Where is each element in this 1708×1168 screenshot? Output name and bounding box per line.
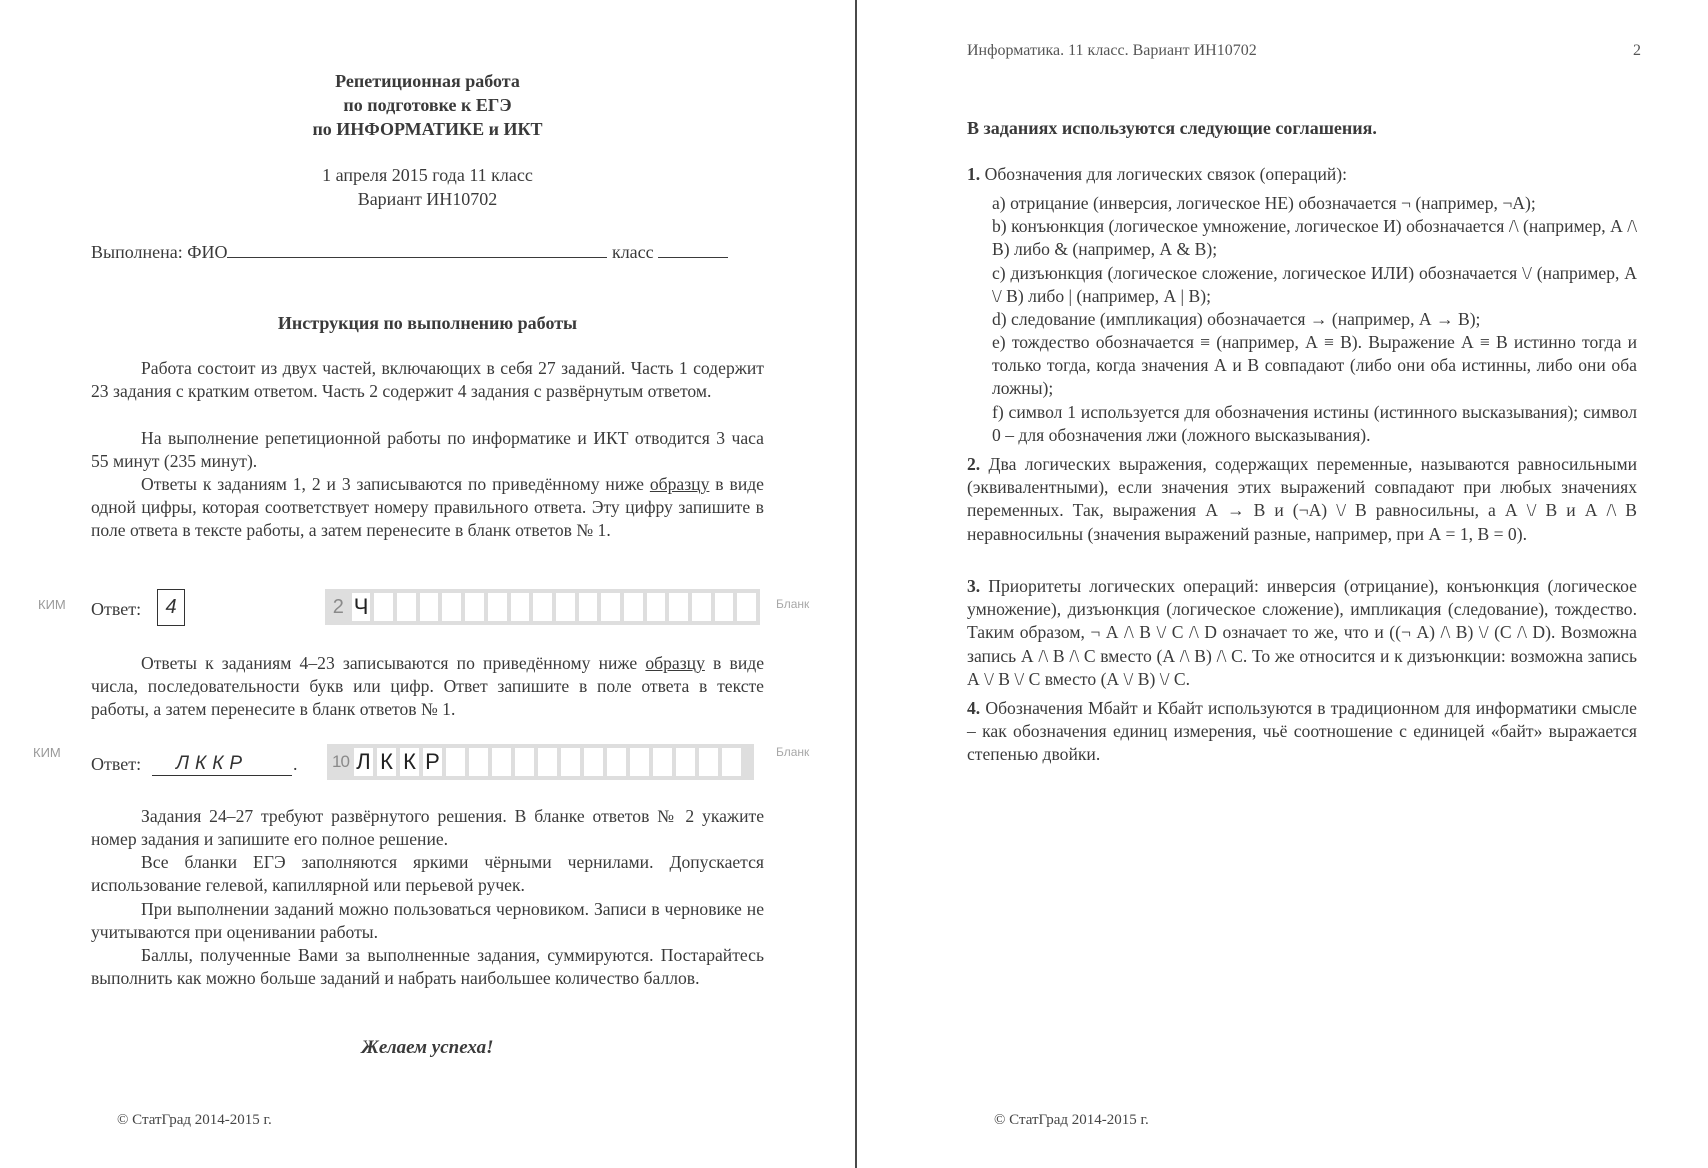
- instructions-paragraph-6: Все бланки ЕГЭ заполняются яркими чёрными чернилами. Допускается использование гелевой, капиллярной или перьевой ручек.: [91, 852, 764, 896]
- answer-label-1: Ответ:: [91, 599, 142, 619]
- answer-cell: [446, 748, 465, 776]
- answer-cell: [579, 593, 598, 621]
- convention-1b: b) конъюнкция (логическое умножение, логическое И) обозначается /\ (например, А /\ В) либо & (например, А & В);: [992, 216, 1637, 260]
- answer-cell: [676, 748, 695, 776]
- instructions-paragraph-4: [91, 652, 764, 722]
- para4-text-b: в виде числа, последовательности букв или цифр. Ответ запишите в поле ответа в тексте работы, а затем перенесите в бланк ответов № 1.: [91, 653, 765, 720]
- answer-line-2: ЛККР: [152, 751, 292, 776]
- convention-4: [967, 697, 1637, 767]
- answer-cell: [374, 593, 393, 621]
- class-field[interactable]: [658, 238, 728, 258]
- answer-cell: [511, 593, 530, 621]
- answer-cell: К: [400, 748, 419, 776]
- cell-task-number: 2: [329, 593, 348, 621]
- instructions-paragraph-8: Баллы, полученные Вами за выполненные задания, суммируются. Постарайтесь выполнить как можно больше заданий и набрать наибольшее количество баллов.: [91, 945, 764, 989]
- convention-2-number: 2.: [967, 454, 981, 474]
- answer-cell: Ч: [352, 593, 371, 621]
- instructions-paragraph-7: При выполнении заданий можно пользоваться черновиком. Записи в черновике не учитываются при оценивании работы.: [91, 899, 764, 943]
- running-header: Информатика. 11 класс. Вариант ИН10702: [967, 42, 1257, 59]
- title-line-1: Репетиционная работа: [335, 71, 520, 91]
- convention-1c: c) дизъюнкция (логическое сложение, логическое ИЛИ) обозначается \/ (например, А \/ В) либо | (например, А | В);: [992, 263, 1637, 307]
- answer-cell: [442, 593, 461, 621]
- convention-3-number: 3.: [967, 576, 981, 596]
- answer-cell: [607, 748, 626, 776]
- instructions-paragraph-1: Работа состоит из двух частей, включающих в себя 27 заданий. Часть 1 содержит 23 задания с кратким ответом. Часть 2 содержит 4 задания с развёрнутым ответом.: [91, 358, 764, 402]
- kim-label-2: КИМ: [33, 745, 61, 760]
- answer-cell: [469, 748, 488, 776]
- answer-cell: [722, 748, 741, 776]
- variant-line: Вариант ИН10702: [357, 189, 498, 209]
- conventions-heading: В заданиях используются следующие соглашения.: [967, 118, 1377, 138]
- answer-sheet-cells-1: [325, 589, 760, 625]
- left-footer: © СтатГрад 2014-2015 г.: [117, 1112, 272, 1128]
- convention-1e: e) тождество обозначается ≡ (например, А ≡ В). Выражение А ≡ В истинно тогда и только тогда, когда значения А и В совпадают (либо они оба истинны, либо они оба ложны);: [992, 332, 1637, 399]
- blank-label-1: Бланк: [776, 597, 810, 611]
- completed-by-line: [91, 238, 728, 264]
- instructions-heading: Инструкция по выполнению работы: [277, 313, 578, 333]
- date-line: 1 апреля 2015 года 11 класс: [322, 165, 533, 185]
- answer-cell: [533, 593, 552, 621]
- right-footer: © СтатГрад 2014-2015 г.: [994, 1112, 1149, 1128]
- sample-link-2: образцу: [645, 653, 705, 673]
- answer-cell: [420, 593, 439, 621]
- convention-2: [967, 453, 1637, 546]
- fio-field[interactable]: [227, 238, 607, 258]
- answer-cell: Л: [354, 748, 373, 776]
- document-title: [90, 69, 765, 141]
- convention-1-number: 1.: [967, 164, 981, 184]
- answer-cell: Р: [423, 748, 442, 776]
- instructions-paragraph-3: [91, 473, 764, 543]
- instructions-paragraph-2: На выполнение репетиционной работы по информатике и ИКТ отводится 3 часа 55 минут (235 минут).: [91, 428, 764, 472]
- answer-box-1: 4: [157, 589, 185, 626]
- answer-cell: К: [377, 748, 396, 776]
- answer-cell: [465, 593, 484, 621]
- convention-1f: f) символ 1 используется для обозначения истины (истинного высказывания); символ 0 – для обозначения лжи (ложного высказывания).: [992, 402, 1637, 446]
- answer-cell: [692, 593, 711, 621]
- answer-cell: [601, 593, 620, 621]
- answer-suffix-2: .: [293, 754, 298, 774]
- date-variant-block: [90, 163, 765, 211]
- convention-2-text: Два логических выражения, содержащих переменные, называются равносильными (эквивалентными), если значения этих выражений совпадают при любых значениях переменных. Так, выражения А → В и (¬А) \/ В равносильны, а А \/ В и А /\ В неравносильны (значения выражений разные, например, при А = 1, В = 0).: [967, 454, 1637, 544]
- answer-cell: [737, 593, 756, 621]
- class-label: класс: [611, 242, 654, 262]
- answer-cell: [488, 593, 507, 621]
- para3-text-a: Ответы к заданиям 1, 2 и 3 записываются по приведённому ниже: [141, 474, 650, 494]
- convention-3-text: Приоритеты логических операций: инверсия (отрицание), конъюнкция (логическое умножение), дизъюнкция (логическое сложение), импликация (следование), тождество. Таким образом, ¬ А /\ В \/ С /\ D означает то же, что и ((¬ А) /\ В) \/ (С /\ D). Возможна запись А /\ В /\ С вместо (А /\ В) /\ С. То же относится и к дизъюнкции: возможна запись А \/ В \/ С вместо (А \/ В) \/ С.: [967, 576, 1637, 689]
- answer-cell: [699, 748, 718, 776]
- answer-cell: [624, 593, 643, 621]
- convention-1-intro: [967, 163, 1637, 186]
- right-page: [857, 0, 1708, 1168]
- sample-link-1: образцу: [649, 474, 710, 494]
- answer-cell: [630, 748, 649, 776]
- answer-cell: [647, 593, 666, 621]
- title-line-3: по ИНФОРМАТИКЕ и ИКТ: [312, 119, 543, 139]
- answer-cell: [653, 748, 672, 776]
- convention-4-number: 4.: [967, 698, 981, 718]
- good-luck-wish: Желаем успеха!: [361, 1037, 494, 1058]
- convention-1-text: Обозначения для логических связок (операций):: [984, 164, 1348, 184]
- answer-cell: [397, 593, 416, 621]
- answer-cell: [492, 748, 511, 776]
- answer-cell: [556, 593, 575, 621]
- convention-4-text: Обозначения Мбайт и Кбайт используются в традиционном для информатики смысле – как обозначения единиц измерения, чьё соотношение с единицей «байт» выражается степенью двойки.: [967, 698, 1637, 765]
- para4-text-a: Ответы к заданиям 4–23 записываются по приведённому ниже: [141, 653, 646, 673]
- answer-label-2: Ответ:: [91, 754, 142, 774]
- convention-1a: a) отрицание (инверсия, логическое НЕ) обозначается ¬ (например, ¬А);: [992, 193, 1536, 213]
- answer-cell: [715, 593, 734, 621]
- answer-cell: [561, 748, 580, 776]
- blank-label-2: Бланк: [776, 745, 810, 759]
- convention-1d: d) следование (импликация) обозначается → (например, А → В);: [992, 309, 1481, 329]
- title-line-2: по подготовке к ЕГЭ: [343, 95, 512, 115]
- page-number: 2: [1633, 42, 1641, 59]
- instructions-paragraph-5: Задания 24–27 требуют развёрнутого решения. В бланке ответов № 2 укажите номер задания и запишите его полное решение.: [91, 806, 764, 850]
- cell-task-number: 10: [331, 748, 350, 776]
- completed-label: Выполнена: ФИО: [91, 242, 228, 262]
- answer-cell: [669, 593, 688, 621]
- answer-cell: [584, 748, 603, 776]
- answer-sheet-cells-2: [327, 744, 754, 780]
- para3-text-b: в виде одной цифры, которая соответствует номеру правильного ответа. Эту цифру запишите в поле ответа в тексте работы, а затем перенесите в бланк ответов № 1.: [91, 474, 764, 541]
- answer-cell: [515, 748, 534, 776]
- kim-label-1: КИМ: [38, 597, 66, 612]
- convention-3: [967, 575, 1637, 691]
- answer-cell: [538, 748, 557, 776]
